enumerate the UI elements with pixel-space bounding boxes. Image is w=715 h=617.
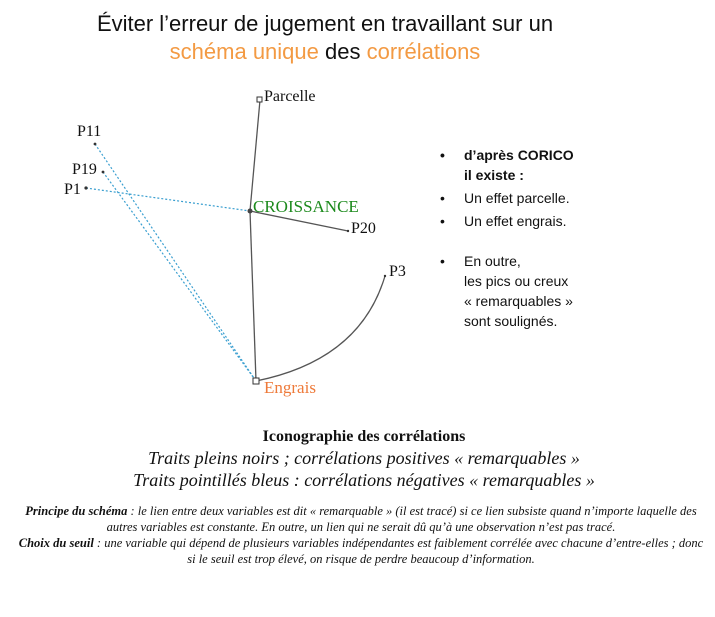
node-label-engrais: Engrais [264, 378, 316, 397]
note-principe-label: Principe du schéma [25, 504, 128, 518]
p20-node-icon [347, 230, 349, 232]
node-label-parcelle: Parcelle [264, 88, 316, 105]
node-label-p20: P20 [351, 220, 376, 237]
note-principe [15, 503, 707, 535]
finding-effet-engrais-text: Un effet engrais. [464, 213, 567, 229]
bullet-icon: • [440, 147, 445, 163]
finding-pics-line1: En outre, [464, 253, 521, 269]
negative-links [86, 144, 256, 381]
node-label-p11: P11 [77, 123, 102, 140]
p3-node-icon [384, 275, 386, 277]
bullet-icon: • [440, 253, 445, 269]
note-seuil-text: : une variable qui dépend de plusieurs variables indépendantes est faiblement corrélée avec chacune d’entre-elles ; donc si le seuil est trop élevé, on risque de perdre beaucoup d’information. [93, 536, 704, 566]
finding-corico-line2: il existe : [464, 167, 524, 183]
finding-pics-creux [440, 251, 640, 331]
bullet-icon: • [440, 190, 445, 206]
finding-corico-line1: d’après CORICO [464, 147, 574, 163]
legend [0, 427, 715, 491]
parcelle-node-icon [257, 97, 262, 102]
legend-heading: Iconographie des corrélations [262, 428, 466, 445]
engrais-node-icon [253, 378, 259, 384]
p1-node-icon [84, 186, 87, 189]
bullet-icon: • [440, 213, 445, 229]
link-parcelle-croissance [250, 100, 260, 211]
title-highlight-correlations: corrélations [366, 39, 481, 64]
finding-effet-parcelle [440, 188, 640, 208]
notes [15, 503, 707, 567]
positive-links [250, 100, 385, 381]
node-label-p19: P19 [72, 161, 97, 178]
node-label-croissance: CROISSANCE [253, 197, 359, 216]
title-connector: des [318, 39, 367, 64]
finding-pics-line2: les pics ou creux [464, 273, 569, 289]
note-seuil [15, 535, 707, 567]
finding-effet-engrais [440, 211, 640, 231]
node-label-p3: P3 [389, 263, 406, 280]
p19-node-icon [102, 171, 105, 174]
node-markers [84, 97, 386, 384]
link-p1-croissance [86, 188, 250, 211]
p11-node-icon [94, 143, 97, 146]
note-seuil-label: Choix du seuil [18, 536, 94, 550]
findings-list [440, 145, 640, 334]
node-label-p1: P1 [64, 181, 81, 198]
link-p19-engrais [103, 172, 256, 381]
legend-negative: Traits pointillés bleus : corrélations négatives « remarquables » [133, 470, 595, 490]
title-highlight-schema: schéma unique [169, 39, 319, 64]
link-p11-engrais [95, 144, 256, 381]
croissance-node-icon [248, 209, 253, 214]
finding-corico [440, 145, 640, 185]
title-line-1: Éviter l’erreur de jugement en travaillant sur un [96, 11, 554, 36]
link-engrais-p3 [256, 276, 385, 381]
finding-effet-parcelle-text: Un effet parcelle. [464, 190, 570, 206]
note-principe-text: : le lien entre deux variables est dit « remarquable » (il est tracé) si ce lien subsiste quand n’importe laquelle des autres variables est constante. En outre, un lien qui ne serait dû qu’à une observation n’est pas tracé. [106, 504, 697, 534]
link-croissance-engrais [250, 211, 256, 381]
finding-pics-line3: « remarquables » [464, 293, 573, 309]
finding-pics-line4: sont soulignés. [464, 313, 558, 329]
legend-positive: Traits pleins noirs ; corrélations positives « remarquables » [148, 448, 580, 468]
